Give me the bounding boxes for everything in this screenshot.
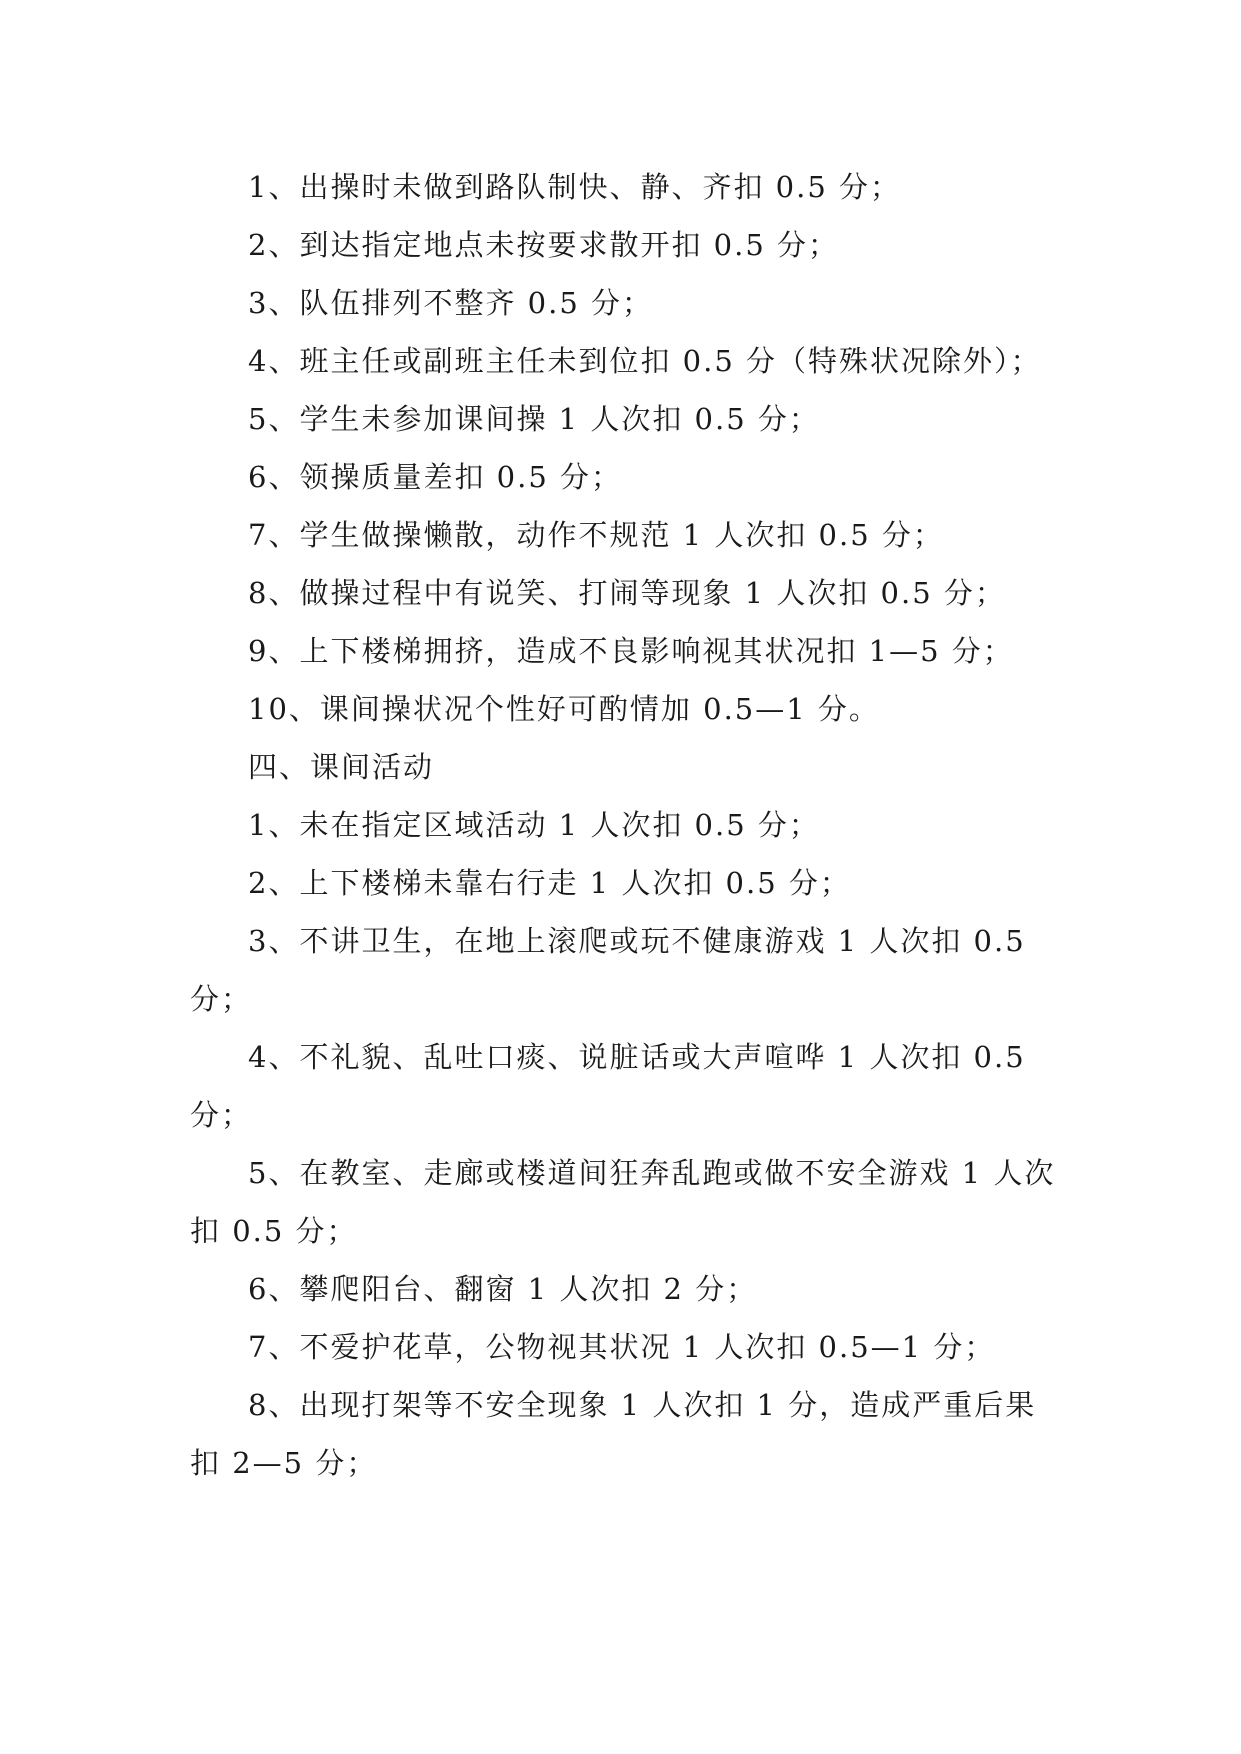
paragraph: 3、队伍排列不整齐 0.5 分；	[248, 286, 654, 320]
paragraph: 1、未在指定区域活动 1 人次扣 0.5 分；	[248, 808, 820, 842]
paragraph: 9、上下楼梯拥挤，造成不良影响视其状况扣 1—5 分；	[248, 634, 1014, 668]
paragraph: 7、学生做操懒散，动作不规范 1 人次扣 0.5 分；	[248, 518, 944, 552]
paragraph: 4、不礼貌、乱吐口痰、说脏话或大声喧哗 1 人次扣 0.5 分；	[190, 1040, 1026, 1132]
paragraph: 6、攀爬阳台、翻窗 1 人次扣 2 分；	[248, 1272, 758, 1306]
paragraph: 4、班主任或副班主任未到位扣 0.5 分（特殊状况除外）；	[248, 344, 1042, 378]
paragraph: 1、出操时未做到路队制快、静、齐扣 0.5 分；	[248, 170, 902, 204]
paragraph: 5、学生未参加课间操 1 人次扣 0.5 分；	[248, 402, 820, 436]
paragraph: 3、不讲卫生，在地上滚爬或玩不健康游戏 1 人次扣 0.5 分；	[190, 924, 1026, 1016]
paragraph: 8、做操过程中有说笑、打闹等现象 1 人次扣 0.5 分；	[248, 576, 1006, 610]
paragraph: 2、到达指定地点未按要求散开扣 0.5 分；	[248, 228, 840, 262]
paragraph: 2、上下楼梯未靠右行走 1 人次扣 0.5 分；	[248, 866, 851, 900]
paragraph: 7、不爱护花草，公物视其状况 1 人次扣 0.5—1 分；	[248, 1330, 996, 1364]
section-heading: 四、课间活动	[248, 750, 435, 784]
paragraph: 8、出现打架等不安全现象 1 人次扣 1 分，造成严重后果扣 2—5 分；	[190, 1388, 1037, 1480]
paragraph: 6、领操质量差扣 0.5 分；	[248, 460, 623, 494]
document-body	[190, 158, 1058, 1492]
paragraph: 5、在教室、走廊或楼道间狂奔乱跑或做不安全游戏 1 人次扣 0.5 分；	[190, 1156, 1056, 1248]
paragraph: 10、课间操状况个性好可酌情加 0.5—1 分。	[248, 692, 880, 726]
